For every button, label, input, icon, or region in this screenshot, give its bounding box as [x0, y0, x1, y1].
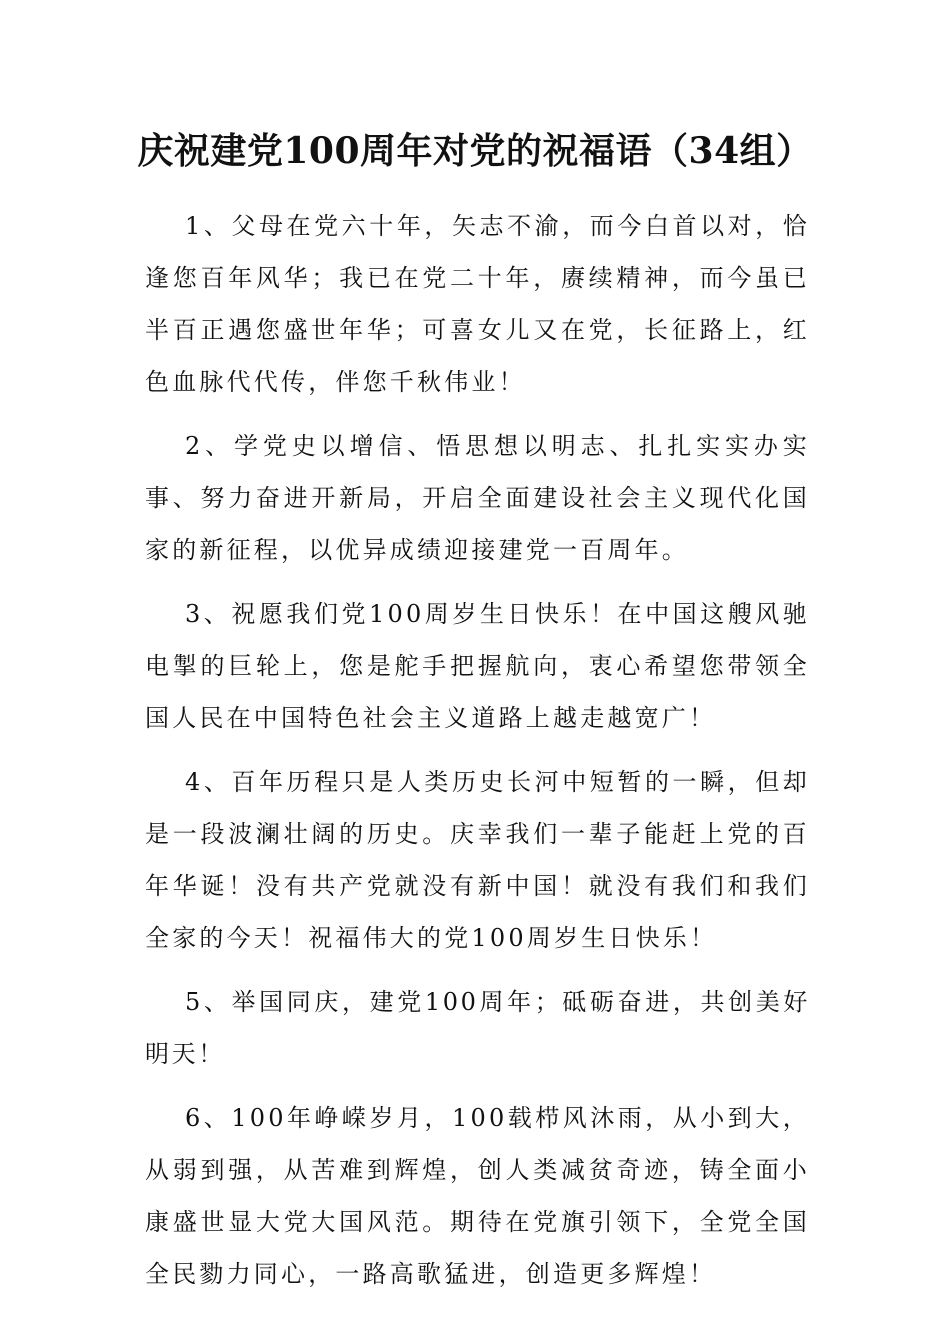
paragraph-2: 2、学党史以增信、悟思想以明志、扎扎实实办实事、努力奋进开新局，开启全面建设社会主义现代化国家的新征程，以优异成绩迎接建党一百周年。 — [145, 432, 810, 564]
paragraph-4: 4、百年历程只是人类历史长河中短暂的一瞬，但却是一段波澜壮阔的历史。庆幸我们一辈子能赶上党的百年华诞！没有共产党就没有新中国！就没有我们和我们全家的今天！祝福伟大的党100周岁生日快乐！ — [145, 768, 810, 952]
document-body — [145, 200, 810, 1312]
paragraph-6: 6、100年峥嵘岁月，100载栉风沐雨，从小到大，从弱到强，从苦难到辉煌，创人类减贫奇迹，铸全面小康盛世显大党大国风范。期待在党旗引领下，全党全国全民勠力同心，一路高歌猛进，创造更多辉煌！ — [145, 1104, 810, 1288]
paragraph-1: 1、父母在党六十年，矢志不渝，而今白首以对，恰逢您百年风华；我已在党二十年，赓续精神，而今虽已半百正遇您盛世年华；可喜女儿又在党，长征路上，红色血脉代代传，伴您千秋伟业！ — [145, 212, 810, 396]
paragraph-3: 3、祝愿我们党100周岁生日快乐！在中国这艘风驰电掣的巨轮上，您是舵手把握航向，衷心希望您带领全国人民在中国特色社会主义道路上越走越宽广！ — [145, 600, 810, 732]
paragraph-5: 5、举国同庆，建党100周年；砥砺奋进，共创美好明天！ — [145, 988, 810, 1068]
document-title: 庆祝建党100周年对党的祝福语（34组） — [137, 130, 813, 172]
